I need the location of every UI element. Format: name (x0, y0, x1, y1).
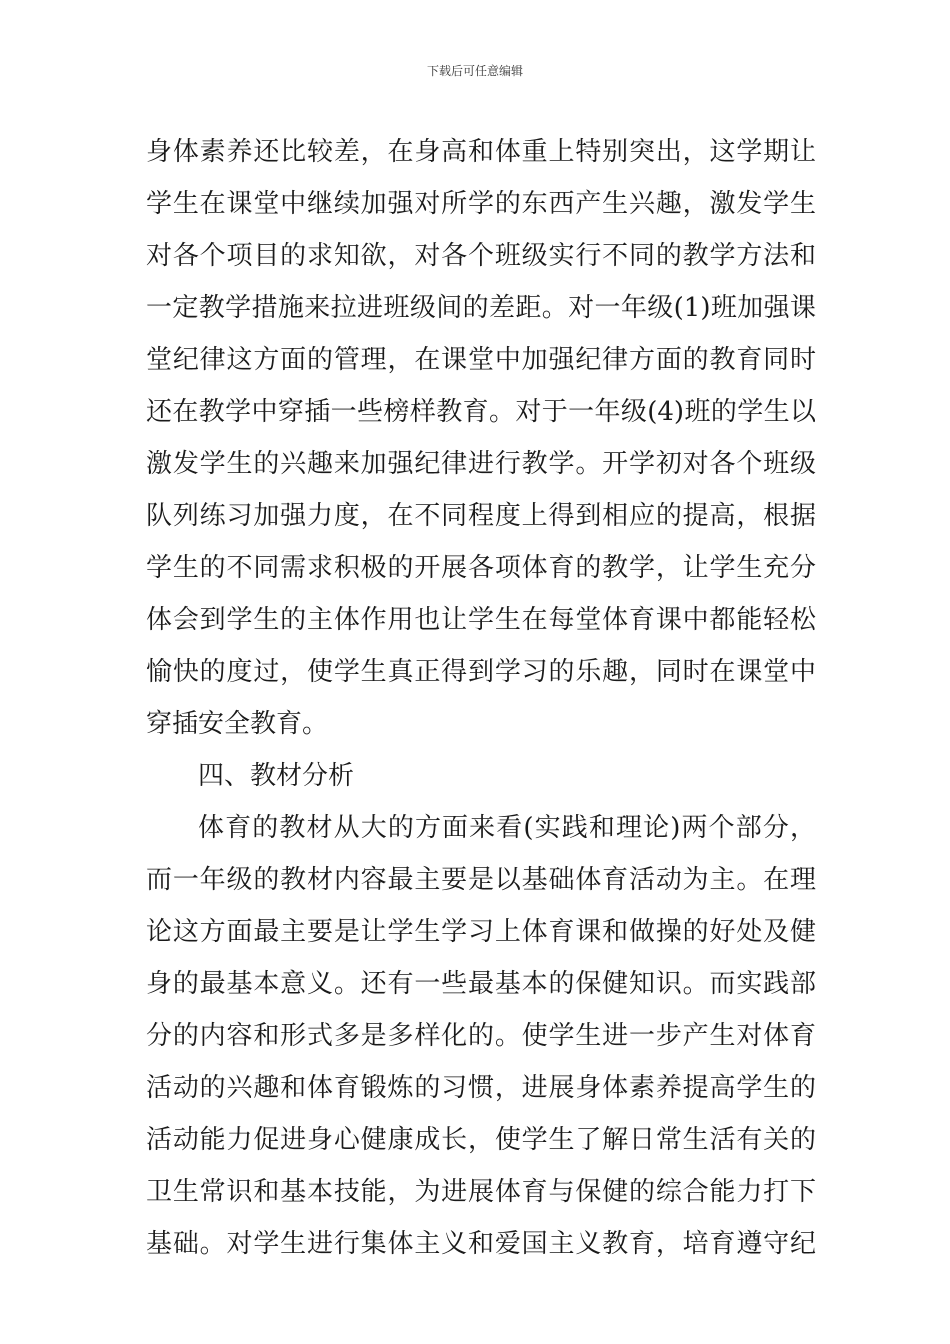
text-line: 激发学生的兴趣来加强纪律进行教学。开学初对各个班级 (146, 449, 816, 479)
text-line: 分的内容和形式多是多样化的。使学生进一步产生对体育 (146, 1021, 816, 1051)
text-line: 队列练习加强力度，在不同程度上得到相应的提高，根据 (146, 501, 816, 531)
text-line: 论这方面最主要是让学生学习上体育课和做操的好处及健 (146, 917, 816, 947)
text-line: 还在教学中穿插一些榜样教育。对于一年级(4)班的学生以 (146, 397, 816, 427)
text-line: 卫生常识和基本技能，为进展体育与保健的综合能力打下 (146, 1177, 816, 1207)
text-line: 活动能力促进身心健康成长，使学生了解日常生活有关的 (146, 1125, 816, 1155)
text-line: 而一年级的教材内容最主要是以基础体育活动为主。在理 (146, 865, 816, 895)
page-header-note: 下载后可任意编辑 (426, 64, 523, 78)
text-line: 愉快的度过，使学生真正得到学习的乐趣，同时在课堂中 (146, 657, 816, 687)
text-line: 堂纪律这方面的管理，在课堂中加强纪律方面的教育同时 (146, 345, 816, 375)
text-line: 身体素养还比较差，在身高和体重上特别突出，这学期让 (146, 137, 816, 167)
text-line: 活动的兴趣和体育锻炼的习惯，进展身体素养提高学生的 (146, 1073, 816, 1103)
text-line: 穿插安全教育。 (146, 709, 329, 739)
text-line: 对各个项目的求知欲，对各个班级实行不同的教学方法和 (146, 241, 816, 271)
text-line: 学生的不同需求积极的开展各项体育的教学，让学生充分 (146, 553, 816, 583)
text-line: 学生在课堂中继续加强对所学的东西产生兴趣，激发学生 (146, 189, 816, 219)
text-line: 基础。对学生进行集体主义和爱国主义教育，培育遵守纪 (146, 1229, 816, 1259)
text-line: 一定教学措施来拉进班级间的差距。对一年级(1)班加强课 (146, 293, 816, 323)
text-line: 体育的教材从大的方面来看(实践和理论)两个部分， (198, 813, 816, 843)
text-line: 身的最基本意义。还有一些最基本的保健知识。而实践部 (146, 969, 816, 999)
section-heading: 四、教材分析 (198, 761, 355, 791)
text-line: 体会到学生的主体作用也让学生在每堂体育课中都能轻松 (146, 605, 816, 635)
